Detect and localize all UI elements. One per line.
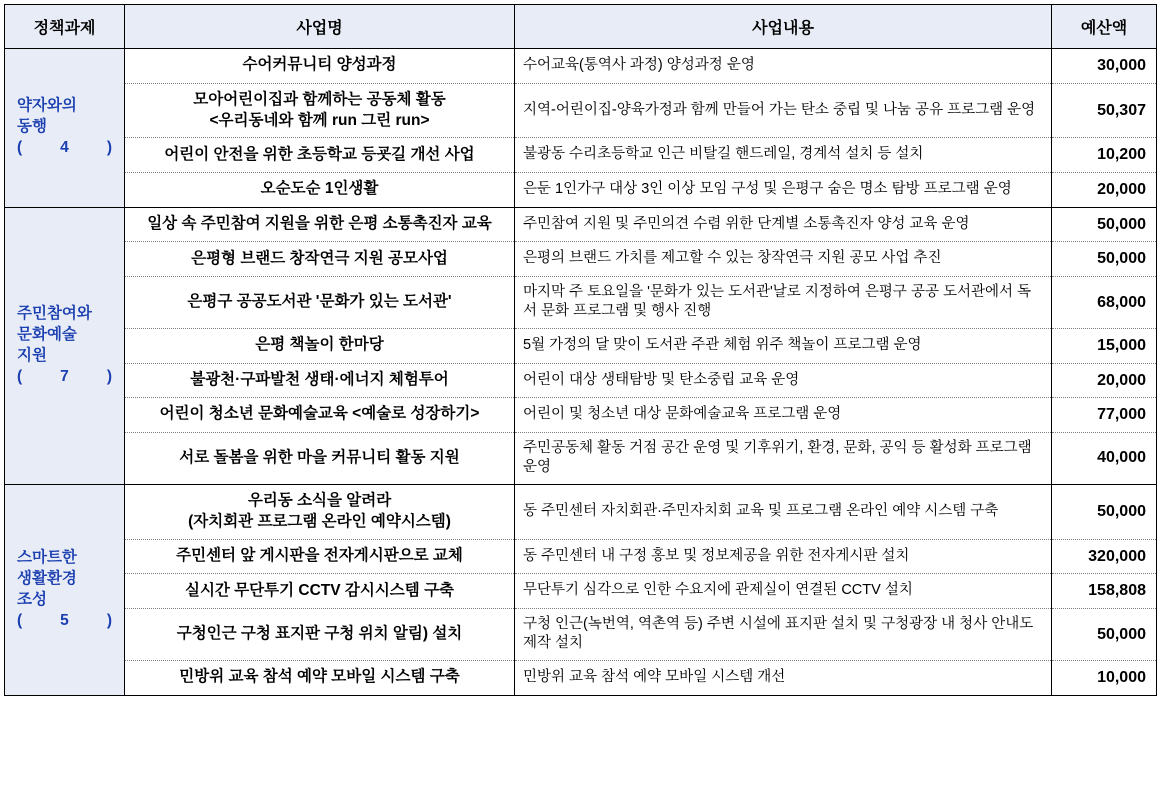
project-name-cell: 어린이 안전을 위한 초등학교 등굣길 개선 사업 <box>125 138 515 173</box>
table-row <box>5 173 1157 208</box>
header-row <box>5 5 1157 49</box>
project-name-cell: 서로 돌봄을 위한 마을 커뮤니티 활동 지원 <box>125 432 515 484</box>
project-name-cell: 불광천·구파발천 생태·에너지 체험투어 <box>125 363 515 398</box>
project-name-cell: 어린이 청소년 문화예술교육 <예술로 성장하기> <box>125 398 515 433</box>
project-name-cell: 주민센터 앞 게시판을 전자게시판으로 교체 <box>125 539 515 574</box>
budget-amount-cell: 320,000 <box>1052 539 1157 574</box>
budget-table <box>4 4 1157 696</box>
budget-amount-cell: 50,000 <box>1052 484 1157 539</box>
project-content-cell: 은평의 브랜드 가치를 제고할 수 있는 창작연극 지원 공모 사업 추진 <box>515 242 1052 277</box>
table-row <box>5 539 1157 574</box>
project-name-cell: 은평형 브랜드 창작연극 지원 공모사업 <box>125 242 515 277</box>
policy-task-line: 지원 <box>17 346 47 364</box>
table-row <box>5 328 1157 363</box>
table-body <box>5 49 1157 696</box>
project-name-cell: 모아어린이집과 함께하는 공동체 활동 <우리동네와 함께 run 그린 run> <box>125 83 515 138</box>
table-row <box>5 574 1157 609</box>
budget-amount-cell: 30,000 <box>1052 49 1157 84</box>
project-name-cell: 은평구 공공도서관 '문화가 있는 도서관' <box>125 276 515 328</box>
table-row <box>5 242 1157 277</box>
budget-amount-cell: 77,000 <box>1052 398 1157 433</box>
project-content-cell: 은둔 1인가구 대상 3인 이상 모임 구성 및 은평구 숨은 명소 탐방 프로그램 운영 <box>515 173 1052 208</box>
budget-amount-cell: 20,000 <box>1052 363 1157 398</box>
project-content-cell: 구청 인근(녹번역, 역촌역 등) 주변 시설에 표지판 설치 및 구청광장 내 청사 안내도 제작 설치 <box>515 608 1052 660</box>
project-name-cell: 오순도순 1인생활 <box>125 173 515 208</box>
project-name-cell: 민방위 교육 참석 예약 모바일 시스템 구축 <box>125 661 515 696</box>
budget-amount-cell: 40,000 <box>1052 432 1157 484</box>
policy-task-line: ( 5 ) <box>17 611 112 629</box>
budget-amount-cell: 15,000 <box>1052 328 1157 363</box>
column-header-project: 사업명 <box>125 5 515 49</box>
project-content-cell: 5월 가정의 달 맞이 도서관 주관 체험 위주 책놀이 프로그램 운영 <box>515 328 1052 363</box>
budget-amount-cell: 20,000 <box>1052 173 1157 208</box>
policy-task-cell <box>5 207 125 484</box>
project-content-cell: 주민공동체 활동 거점 공간 운영 및 기후위기, 환경, 문화, 공익 등 활성화 프로그램 운영 <box>515 432 1052 484</box>
policy-task-cell <box>5 49 125 208</box>
budget-amount-cell: 68,000 <box>1052 276 1157 328</box>
project-name-cell: 우리동 소식을 알려라 (자치회관 프로그램 온라인 예약시스템) <box>125 484 515 539</box>
policy-task-line: 약자와의 <box>17 97 77 115</box>
table-row <box>5 138 1157 173</box>
table-row <box>5 83 1157 138</box>
project-name-cell: 일상 속 주민참여 지원을 위한 은평 소통촉진자 교육 <box>125 207 515 242</box>
column-header-policy: 정책과제 <box>5 5 125 49</box>
project-content-cell: 수어교육(통역사 과정) 양성과정 운영 <box>515 49 1052 84</box>
table-row <box>5 276 1157 328</box>
policy-task-cell <box>5 484 125 695</box>
budget-amount-cell: 50,000 <box>1052 207 1157 242</box>
table-row <box>5 207 1157 242</box>
project-name-cell: 수어커뮤니티 양성과정 <box>125 49 515 84</box>
column-header-budget: 예산액 <box>1052 5 1157 49</box>
project-content-cell: 동 주민센터 자치회관·주민자치회 교육 및 프로그램 온라인 예약 시스템 구축 <box>515 484 1052 539</box>
table-row <box>5 49 1157 84</box>
budget-amount-cell: 10,000 <box>1052 661 1157 696</box>
policy-task-line: ( 4 ) <box>17 139 112 157</box>
table-row <box>5 608 1157 660</box>
project-content-cell: 어린이 및 청소년 대상 문화예술교육 프로그램 운영 <box>515 398 1052 433</box>
project-content-cell: 주민참여 지원 및 주민의견 수렴 위한 단계별 소통촉진자 양성 교육 운영 <box>515 207 1052 242</box>
policy-task-line: ( 7 ) <box>17 367 112 385</box>
policy-task-line: 동행 <box>17 118 47 136</box>
budget-amount-cell: 50,000 <box>1052 608 1157 660</box>
project-name-cell: 은평 책놀이 한마당 <box>125 328 515 363</box>
policy-task-line: 조성 <box>17 590 47 608</box>
budget-amount-cell: 50,000 <box>1052 242 1157 277</box>
table-row <box>5 363 1157 398</box>
project-content-cell: 마지막 주 토요일을 '문화가 있는 도서관'날로 지정하여 은평구 공공 도서관에서 독서 문화 프로그램 및 행사 진행 <box>515 276 1052 328</box>
project-name-cell: 구청인근 구청 표지판 구청 위치 알림) 설치 <box>125 608 515 660</box>
project-content-cell: 무단투기 심각으로 인한 수요지에 관제실이 연결된 CCTV 설치 <box>515 574 1052 609</box>
project-content-cell: 어린이 대상 생태탐방 및 탄소중립 교육 운영 <box>515 363 1052 398</box>
table-row <box>5 398 1157 433</box>
budget-amount-cell: 10,200 <box>1052 138 1157 173</box>
budget-amount-cell: 158,808 <box>1052 574 1157 609</box>
policy-task-line: 스마트한 <box>17 548 77 566</box>
project-content-cell: 지역-어린이집-양육가정과 함께 만들어 가는 탄소 중립 및 나눔 공유 프로그램 운영 <box>515 83 1052 138</box>
project-content-cell: 민방위 교육 참석 예약 모바일 시스템 개선 <box>515 661 1052 696</box>
table-header <box>5 5 1157 49</box>
policy-task-line: 생활환경 <box>17 569 77 587</box>
budget-amount-cell: 50,307 <box>1052 83 1157 138</box>
policy-task-line: 주민참여와 <box>17 304 92 322</box>
table-row <box>5 432 1157 484</box>
project-content-cell: 동 주민센터 내 구정 홍보 및 정보제공을 위한 전자게시판 설치 <box>515 539 1052 574</box>
column-header-content: 사업내용 <box>515 5 1052 49</box>
project-name-cell: 실시간 무단투기 CCTV 감시시스템 구축 <box>125 574 515 609</box>
table-row <box>5 661 1157 696</box>
table-row <box>5 484 1157 539</box>
policy-task-line: 문화예술 <box>17 325 77 343</box>
project-content-cell: 불광동 수리초등학교 인근 비탈길 핸드레일, 경계석 설치 등 설치 <box>515 138 1052 173</box>
